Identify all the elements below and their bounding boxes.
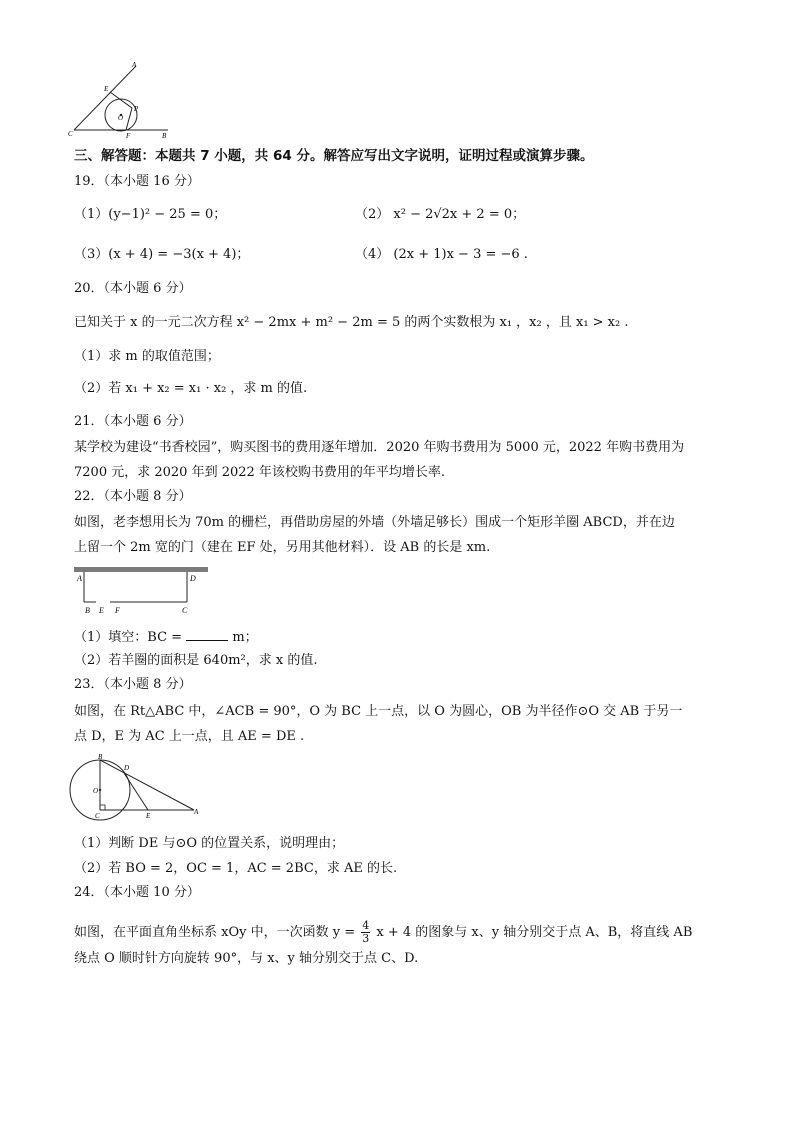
q19-part3: （3）(x + 4) = −3(x + 4)； [74, 247, 250, 262]
q24-line1-suffix: x + 4 的图象与 x、y 轴分别交于点 A、B，将直线 AB [376, 925, 693, 940]
q21-line1: 某学校为建设“书香校园”，购买图书的费用逐年增加．2020 年购书费用为 5000 元，2022 年购书费用为 [74, 440, 685, 455]
circ-label-A: A [194, 808, 199, 816]
section-heading: 三、解答题：本题共 7 小题，共 64 分。解答应写出文字说明，证明过程或演算步骤。 [74, 148, 594, 164]
tangent-circle-figure [64, 58, 180, 140]
fig-label-F: F [126, 132, 131, 140]
q24-fraction [361, 920, 370, 945]
q22-line1: 如图，老李想用长为 70m 的栅栏，再借助房屋的外墙（外墙足够长）围成一个矩形羊圈 ABCD，并在边 [74, 515, 675, 530]
q20-stem: 已知关于 x 的一元二次方程 x² − 2mx + m² − 2m = 5 的两个实数根为 x₁ ，x₂ ，且 x₁ > x₂ . [74, 315, 629, 330]
q21-title: 21．（本小题 6 分） [74, 414, 192, 429]
circ-label-O: O [93, 787, 99, 795]
q22-part1-suffix: m； [232, 630, 258, 645]
q22-part1 [74, 628, 258, 646]
pen-label-C: C [182, 606, 188, 615]
fig-label-E: E [104, 85, 109, 93]
fig-label-C: C [68, 130, 73, 138]
q19-title: 19．（本小题 16 分） [74, 174, 200, 189]
circ-label-E: E [146, 812, 151, 820]
pen-label-E: E [99, 606, 104, 615]
q24-line1-prefix: 如图，在平面直角坐标系 xOy 中，一次函数 y = [74, 925, 356, 940]
q24-line1 [74, 920, 692, 945]
q23-line1: 如图，在 Rt△ABC 中，∠ACB = 90°，O 为 BC 上一点，以 O 为圆心，OB 为半径作⊙O 交 AB 于另一 [74, 704, 683, 719]
fig-label-B: B [162, 132, 167, 140]
q24-fraction-numerator: 4 [362, 919, 370, 932]
q19-part2: （2） x² − 2√2x + 2 = 0； [355, 207, 526, 222]
q24-fraction-denominator: 3 [362, 932, 370, 945]
fig-label-O: O [118, 114, 124, 122]
q22-line2: 上留一个 2m 宽的门（建在 EF 处，另用其他材料）．设 AB 的长是 xm. [74, 540, 491, 555]
q24-line2: 绕点 O 顺时针方向旋转 90°，与 x、y 轴分别交于点 C、D. [74, 951, 419, 966]
q23-line2: 点 D，E 为 AC 上一点，且 AE = DE . [74, 729, 305, 744]
circ-label-B: B [98, 753, 103, 761]
pen-label-A: A [77, 574, 82, 583]
q24-title: 24．（本小题 10 分） [74, 885, 200, 900]
q22-title: 22．（本小题 8 分） [74, 489, 192, 504]
circ-label-C: C [95, 812, 100, 820]
q20-part1: （1）求 m 的取值范围； [74, 349, 220, 364]
fig-label-P: P [134, 105, 139, 113]
q20-title: 20．（本小题 6 分） [74, 281, 192, 296]
circ-label-D: D [124, 764, 130, 772]
q21-line2: 7200 元，求 2020 年到 2022 年该校购书费用的年平均增长率. [74, 465, 446, 480]
q20-part2: （2）若 x₁ + x₂ = x₁ · x₂ ，求 m 的值. [74, 381, 308, 396]
q23-part1: （1）判断 DE 与⊙O 的位置关系，说明理由； [74, 836, 345, 851]
q19-part1: （1）(y−1)² − 25 = 0； [74, 207, 227, 222]
pen-label-B: B [85, 606, 90, 615]
pen-label-D: D [190, 574, 196, 583]
q22-part2: （2）若羊圈的面积是 640m²，求 x 的值. [74, 653, 318, 668]
q22-answer-blank[interactable] [186, 628, 228, 641]
q19-part4: （4） (2x + 1)x − 3 = −6 . [355, 247, 528, 262]
q22-part1-prefix: （1）填空：BC = [74, 630, 183, 645]
q23-title: 23．（本小题 8 分） [74, 677, 192, 692]
pen-label-F: F [115, 606, 120, 615]
sheep-pen-figure [72, 564, 212, 616]
q23-part2: （2）若 BO = 2，OC = 1，AC = 2BC，求 AE 的长. [74, 861, 398, 876]
circle-triangle-figure [66, 750, 206, 824]
fig-label-A: A [132, 61, 137, 69]
